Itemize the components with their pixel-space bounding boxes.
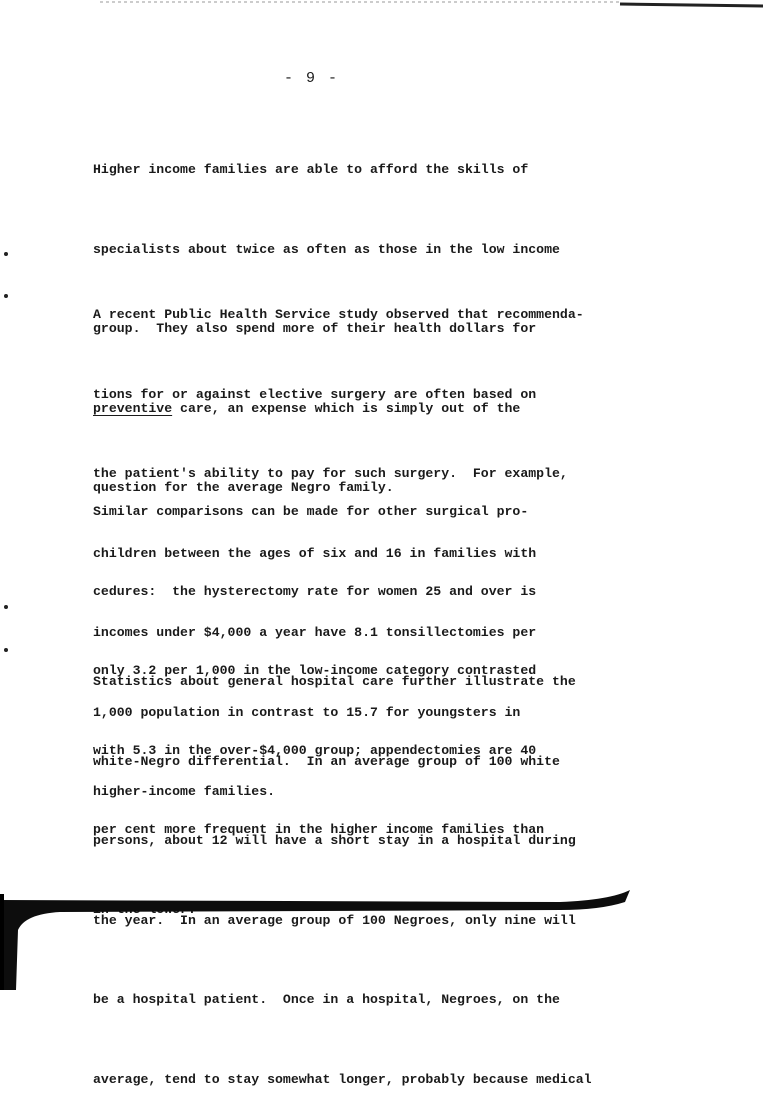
text-line-rest: care, an expense which is simply out of the <box>172 400 521 416</box>
text-line: group. They also spend more of their health dollars for <box>93 321 537 336</box>
margin-mark <box>4 648 8 652</box>
text-line: be a hospital patient. Once in a hospital, Negroes, on the <box>93 992 560 1007</box>
text-line: tions for or against elective surgery are often based on <box>93 386 537 402</box>
text-line: only 3.2 per 1,000 in the low-income category contrasted <box>93 663 537 678</box>
text-line: the year. In an average group of 100 Negroes, only nine will <box>93 912 576 928</box>
scan-top-edge <box>0 0 763 10</box>
text-line: 1,000 population in contrast to 15.7 for youngsters in <box>93 704 521 720</box>
text-line: incomes under $4,000 a year have 8.1 tonsillectomies per <box>93 625 537 640</box>
text-line: children between the ages of six and 16 in families with <box>93 545 537 561</box>
text-line: with 5.3 in the over-$4,000 group; appendectomies are 40 <box>93 742 537 758</box>
text-line: Higher income families are able to afford the skills of <box>93 162 529 177</box>
text-line: A recent Public Health Service study observed that recommenda- <box>93 307 584 322</box>
text-line: cedures: the hysterectomy rate for women 25 and over is <box>93 583 537 599</box>
text-line: Similar comparisons can be made for other surgical pro- <box>93 504 529 519</box>
page-number: - 9 - <box>284 70 340 87</box>
text-line: higher-income families. <box>93 784 276 799</box>
text-line: persons, about 12 will have a short stay in a hospital during <box>93 833 576 848</box>
margin-mark <box>4 252 8 256</box>
text-line: specialists about twice as often as those in the low income <box>93 241 560 257</box>
text-line: white-Negro differential. In an average group of 100 white <box>93 753 560 769</box>
text-line: per cent more frequent in the higher income families than <box>93 822 545 837</box>
margin-mark <box>4 294 8 298</box>
margin-mark <box>4 605 8 609</box>
underlined-word: preventive <box>93 400 173 416</box>
scan-bottom-shadow <box>0 880 763 990</box>
text-line: question for the average Negro family. <box>93 480 394 495</box>
text-line: average, tend to stay somewhat longer, probably because medical <box>93 1071 592 1087</box>
text-line: the patient's ability to pay for such surgery. For example, <box>93 466 568 481</box>
paragraph-4 <box>93 616 613 1120</box>
text-line: Statistics about general hospital care further illustrate the <box>93 674 576 689</box>
